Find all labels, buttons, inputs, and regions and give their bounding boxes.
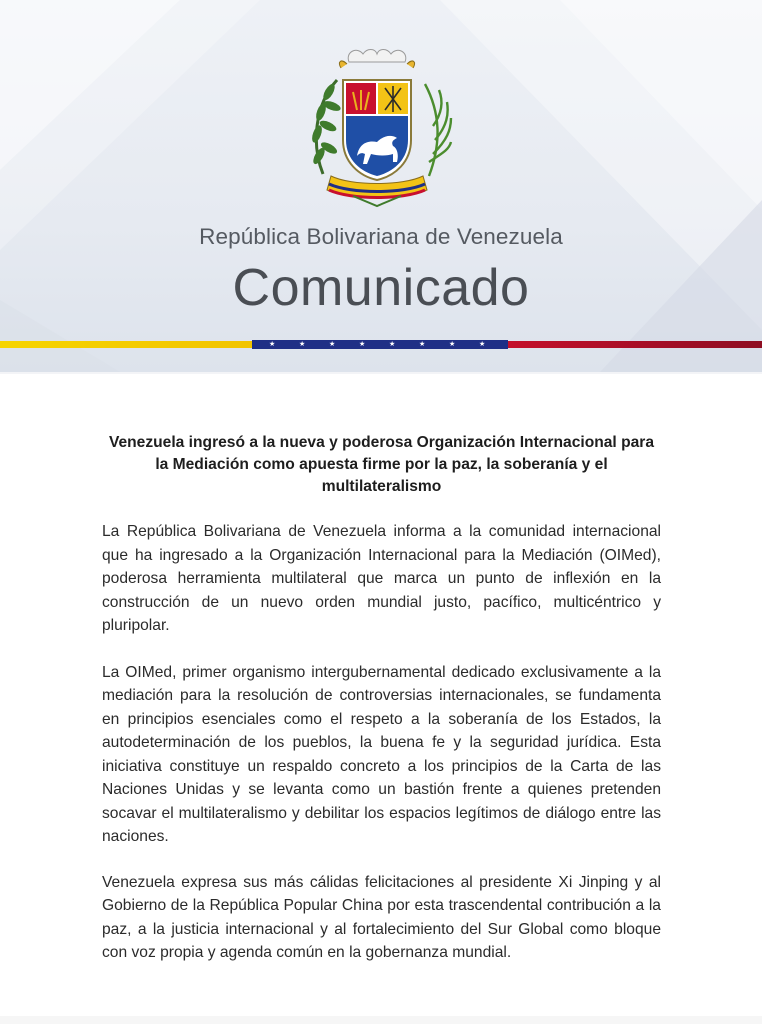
communique-header [0,0,762,372]
flag-yellow-stripe [0,341,252,348]
country-name: República Bolivariana de Venezuela [199,224,563,249]
page-bottom-edge [0,1016,762,1024]
star-icon: ★ [329,341,336,348]
star-icon: ★ [449,341,456,348]
flag-color-bar [0,339,762,349]
star-icon: ★ [389,341,396,348]
paragraph-3: Venezuela expresa sus más cálidas felicitaciones al presidente Xi Jinping y al Gobierno de la República Popular China por esta trascendental contribución a la paz, a la justicia internacional y al fortalecimiento del Sur Global como bloque con voz propia y agenda común en la gobernanza mundial. [102,873,661,961]
communique-body [102,432,661,987]
paragraph-2: La OIMed, primer organismo intergubernamental dedicado exclusivamente a la mediación para la resolución de controversias internacionales, se fundamenta en principios esenciales como el respeto a la soberanía de los Estados, la autodeterminación de los pueblos, la buena fe y la seguridad jurídica. Esta iniciativa constituye un respaldo concreto a los principios de la Carta de las Naciones Unidas y se levanta como un bastión frente a quienes pretenden socavar el multilateralismo y debilitar los espacios legítimos de diálogo entre las naciones. [102,663,661,845]
star-icon: ★ [299,341,306,348]
coat-of-arms-of-venezuela-icon [301,44,453,212]
star-icon: ★ [269,341,276,348]
document-title: Comunicado [232,259,530,317]
header-divider [0,372,762,374]
paragraph-1: La República Bolivariana de Venezuela informa a la comunidad internacional que ha ingresado a la Organización Internacional para la Mediación (OIMed), poderosa herramienta multilateral que marca un punto de inflexión en la construcción de un nuevo orden mundial justo, pacífico, multicéntrico y pluripolar. [102,523,661,634]
star-icon: ★ [419,341,426,348]
star-icon: ★ [359,341,366,348]
star-icon: ★ [479,341,486,348]
flag-blue-stripe [252,340,508,349]
headline: Venezuela ingresó a la nueva y poderosa Organización Internacional para la Mediación como apuesta firme por la paz, la soberanía y el multilateralismo [108,434,655,495]
flag-red-stripe [508,341,762,348]
